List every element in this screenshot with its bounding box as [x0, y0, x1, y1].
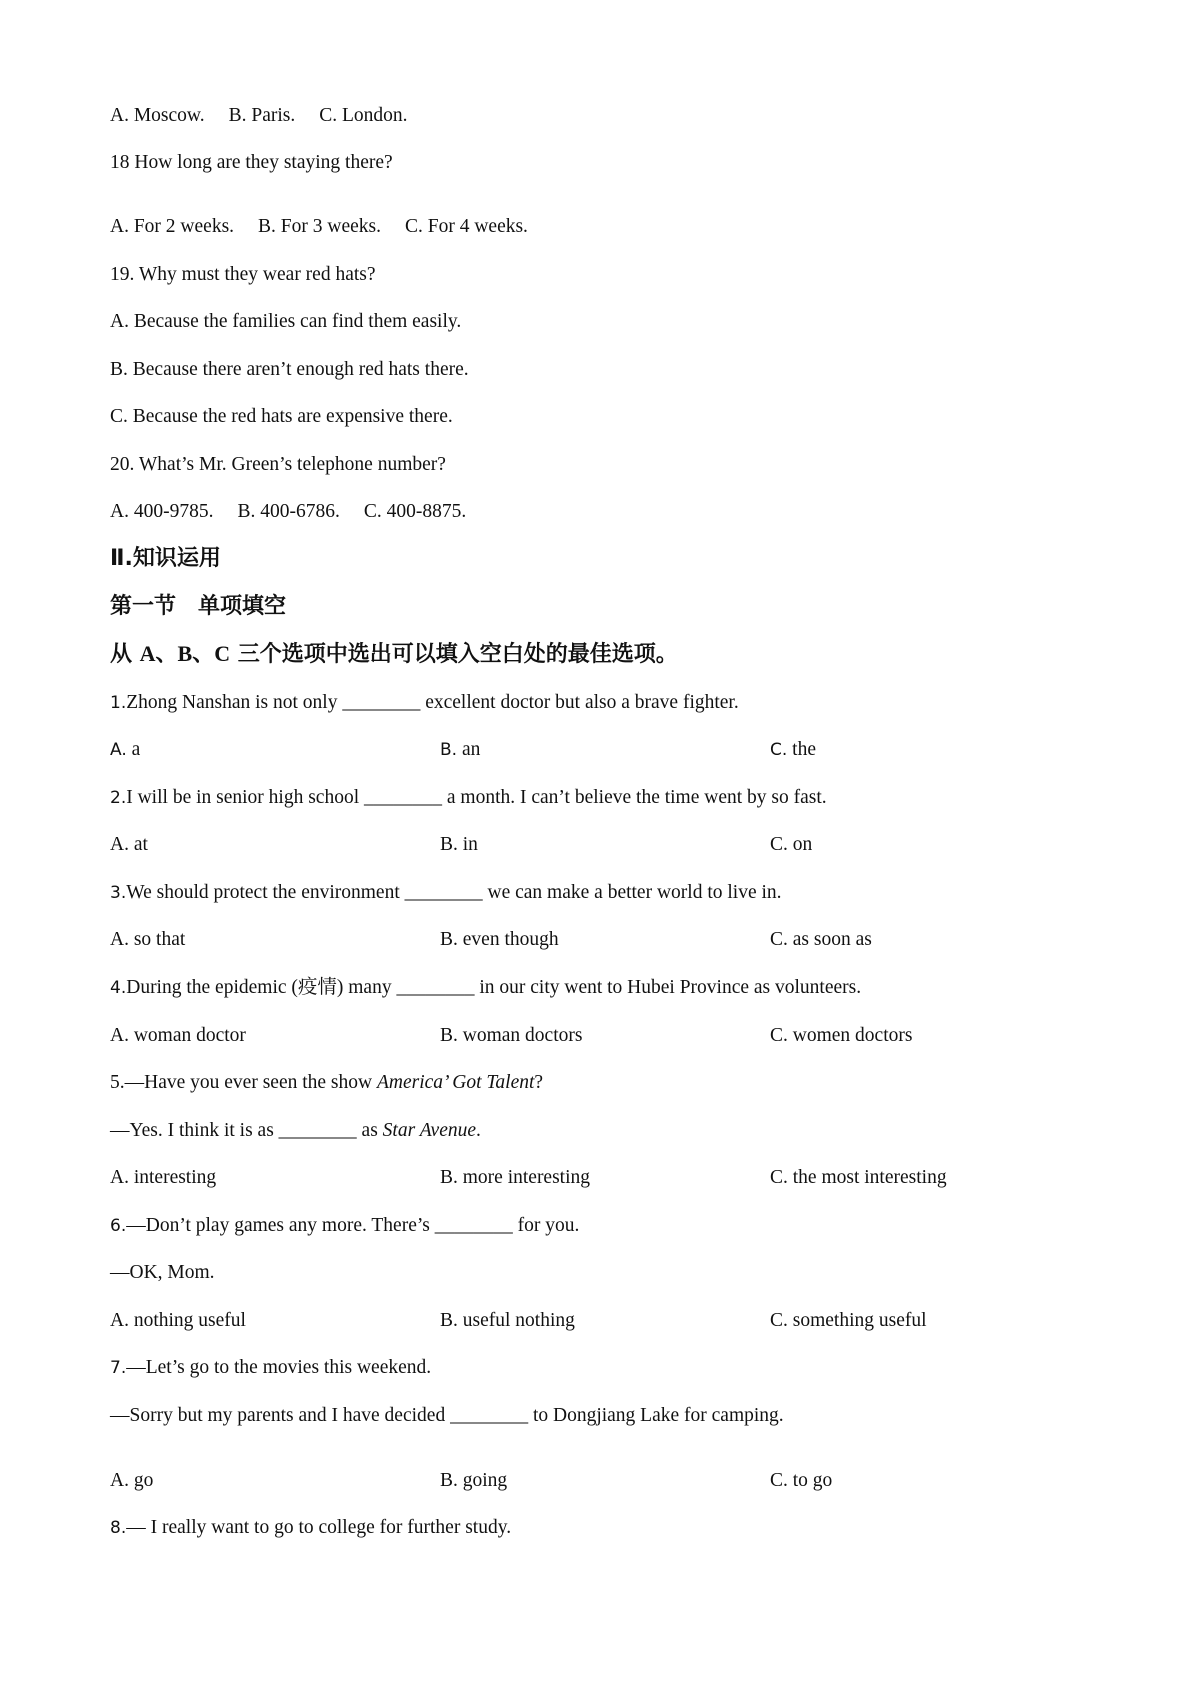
- q20-options: [110, 500, 490, 524]
- q1-option-c: C. the: [770, 739, 816, 760]
- q4-option-b: B. woman doctors: [440, 1025, 583, 1046]
- q20-option-a: A. 400-9785.: [110, 501, 214, 522]
- q3-option-c: C. as soon as: [770, 929, 872, 950]
- q2-question: 2.I will be in senior high school ________ a month. I can’t believe the time went by so fast.: [110, 787, 827, 808]
- q18-option-c: C. For 4 weeks.: [404, 216, 528, 237]
- q4-option-a: A. woman doctor: [110, 1025, 246, 1046]
- q3-option-a: A. so that: [110, 929, 186, 950]
- q1-option-b: B. an: [440, 739, 481, 760]
- q19-option-b: B. Because there aren’t enough red hats there.: [110, 359, 469, 380]
- q7-option-c: C. to go: [770, 1470, 833, 1491]
- q4-option-c: C. women doctors: [770, 1025, 913, 1046]
- q7-option-b: B. going: [440, 1470, 508, 1491]
- q7-line2: —Sorry but my parents and I have decided ________ to Dongjiang Lake for camping.: [110, 1405, 784, 1426]
- q2-option-c: C. on: [770, 834, 813, 855]
- q5-show-name: Star Avenue: [382, 1120, 477, 1141]
- q3-question: 3.We should protect the environment ________ we can make a better world to live in.: [110, 882, 782, 903]
- q8-line1: 8.— I really want to go to college for further study.: [110, 1517, 512, 1538]
- q1-option-a: A. a: [110, 739, 141, 760]
- q18-option-a: A. For 2 weeks.: [110, 216, 235, 237]
- section-subtitle: 第一节 单项填空: [110, 594, 287, 619]
- q18-option-b: B. For 3 weeks.: [258, 216, 381, 237]
- q1-question: 1.Zhong Nanshan is not only ________ excellent doctor but also a brave fighter.: [110, 692, 739, 713]
- q5-show-title: America’ Got Talent: [376, 1072, 535, 1093]
- section-instruction: 从 A、B、C 三个选项中选出可以填入空白处的最佳选项。: [110, 641, 678, 667]
- q18-options: [110, 215, 552, 239]
- q5-option-c: C. the most interesting: [770, 1167, 947, 1188]
- q19-option-a: A. Because the families can find them easily.: [110, 311, 462, 332]
- q6-line1: 6.—Don’t play games any more. There’s ________ for you.: [110, 1215, 580, 1236]
- q19-question: 19. Why must they wear red hats?: [110, 264, 376, 285]
- q6-option-c: C. something useful: [770, 1310, 927, 1331]
- q5-line1: 5.—Have you ever seen the show America’ Got Talent?: [110, 1072, 544, 1093]
- q6-line2: —OK, Mom.: [110, 1262, 215, 1283]
- q17-option-b: B. Paris.: [228, 105, 296, 126]
- q6-option-b: B. useful nothing: [440, 1310, 575, 1331]
- q5-option-b: B. more interesting: [440, 1167, 591, 1188]
- q6-option-a: A. nothing useful: [110, 1310, 246, 1331]
- q7-option-a: A. go: [110, 1470, 154, 1491]
- q20-option-c: C. 400-8875.: [363, 501, 467, 522]
- q5-option-a: A. interesting: [110, 1167, 217, 1188]
- q20-question: 20. What’s Mr. Green’s telephone number?: [110, 454, 446, 475]
- q4-question: 4.During the epidemic (疫情) many ________ in our city went to Hubei Province as volunteers.: [110, 977, 862, 998]
- q19-option-c: C. Because the red hats are expensive there.: [110, 406, 453, 427]
- q2-option-b: B. in: [440, 834, 478, 855]
- q5-line2: —Yes. I think it is as ________ as Star Avenue.: [110, 1120, 481, 1141]
- q17-option-c: C. London.: [319, 105, 408, 126]
- instruction-letters: A、B、C: [139, 641, 231, 666]
- q17-option-a: A. Moscow.: [110, 105, 205, 126]
- q20-option-b: B. 400-6786.: [237, 501, 340, 522]
- q17-options: [110, 104, 432, 128]
- q18-question: 18 How long are they staying there?: [110, 152, 393, 173]
- q3-option-b: B. even though: [440, 929, 559, 950]
- section-title: Ⅱ.知识运用: [110, 546, 221, 571]
- q2-option-a: A. at: [110, 834, 148, 855]
- q7-line1: 7.—Let’s go to the movies this weekend.: [110, 1357, 432, 1378]
